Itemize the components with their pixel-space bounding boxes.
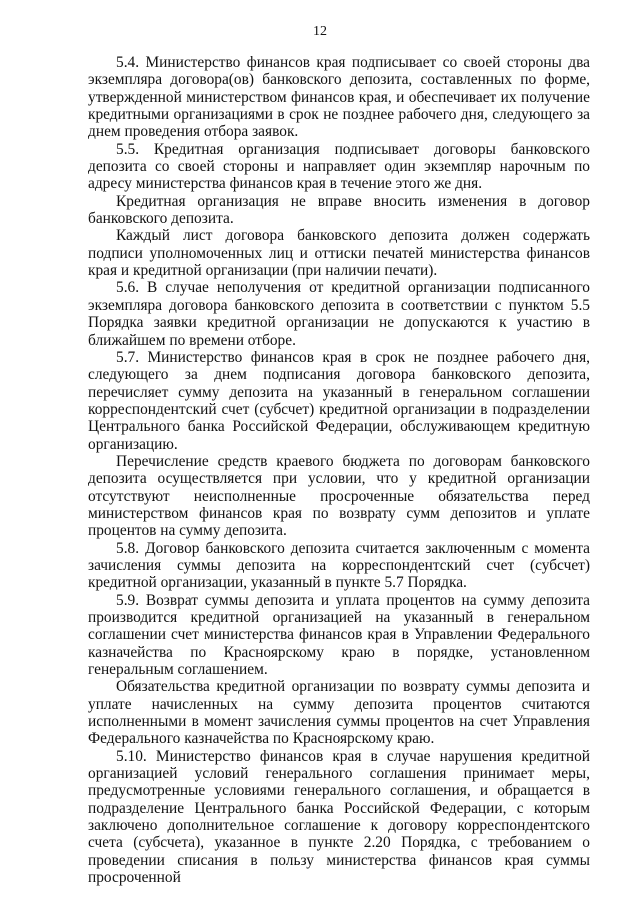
document-body bbox=[88, 54, 590, 887]
paragraph-5-10: 5.10. Министерство финансов края в случае нарушения кредитной организацией условий генерального соглашения принимает меры, предусмотренные условиями генерального соглашения, и обращается в подразделение Центрального банка Российской Федерации, с которым заключено дополнительное соглашение к договору корреспондентского счета (субсчета), указанное в пункте 2.20 Порядка, с требованием о проведении списания в пользу министерства финансов края суммы просроченной bbox=[88, 747, 590, 887]
paragraph-5-5: 5.5. Кредитная организация подписывает договоры банковского депозита со своей стороны и направляет один экземпляр нарочным по адресу министерства финансов края в течение этого же дня. bbox=[88, 140, 590, 193]
paragraph-5-9-obligations: Обязательства кредитной организации по возврату суммы депозита и уплате начисленных на сумму депозита процентов считаются исполненными в момент зачисления суммы процентов на счет Управления Федерального казначейства по Красноярскому краю. bbox=[88, 678, 590, 748]
paragraph-5-7-transfer-condition: Перечисление средств краевого бюджета по договорам банковского депозита осуществляется при условии, что у кредитной организации отсутствуют неисполненные просроченные обязательства перед министерством финансов края по возврату сумм депозитов и уплате процентов на сумму депозита. bbox=[88, 452, 590, 540]
paragraph-5-5-no-changes: Кредитная организация не вправе вносить изменения в договор банковского депозита. bbox=[88, 192, 590, 228]
paragraph-5-5-signatures: Каждый лист договора банковского депозита должен содержать подписи уполномоченных лиц и оттиски печатей министерства финансов края и кредитной организации (при наличии печати). bbox=[88, 227, 590, 280]
page-number: 12 bbox=[313, 24, 327, 39]
paragraph-5-4: 5.4. Министерство финансов края подписывает со своей стороны два экземпляра договора(ов) банковского депозита, составленных по форме, утвержденной министерством финансов края, и обеспечивает их получение кредитными организациями в срок не позднее рабочего дня, следующего за днем проведения отбора заявок. bbox=[88, 54, 590, 141]
paragraph-5-9: 5.9. Возврат суммы депозита и уплата процентов на сумму депозита производится кредитной организацией на указанный в генеральном соглашении счет министерства финансов края в Управлении Федерального казначейства по Красноярскому краю в порядке, установленном генеральным соглашением. bbox=[88, 591, 590, 679]
paragraph-5-8: 5.8. Договор банковского депозита считается заключенным с момента зачисления суммы депозита на корреспондентский счет (субсчет) кредитной организации, указанный в пункте 5.7 Порядка. bbox=[88, 539, 590, 592]
paragraph-5-7: 5.7. Министерство финансов края в срок не позднее рабочего дня, следующего за днем подписания договора банковского депозита, перечисляет сумму депозита на указанный в генеральном соглашении корреспондентский счет (субсчет) кредитной организации в подразделении Центрального банка Российской Федерации, обслуживающем кредитную организацию. bbox=[88, 348, 590, 453]
paragraph-5-6: 5.6. В случае неполучения от кредитной организации подписанного экземпляра договора банковского депозита в соответствии с пунктом 5.5 Порядка заявки кредитной организации не допускаются к участию в ближайшем по времени отборе. bbox=[88, 279, 590, 349]
